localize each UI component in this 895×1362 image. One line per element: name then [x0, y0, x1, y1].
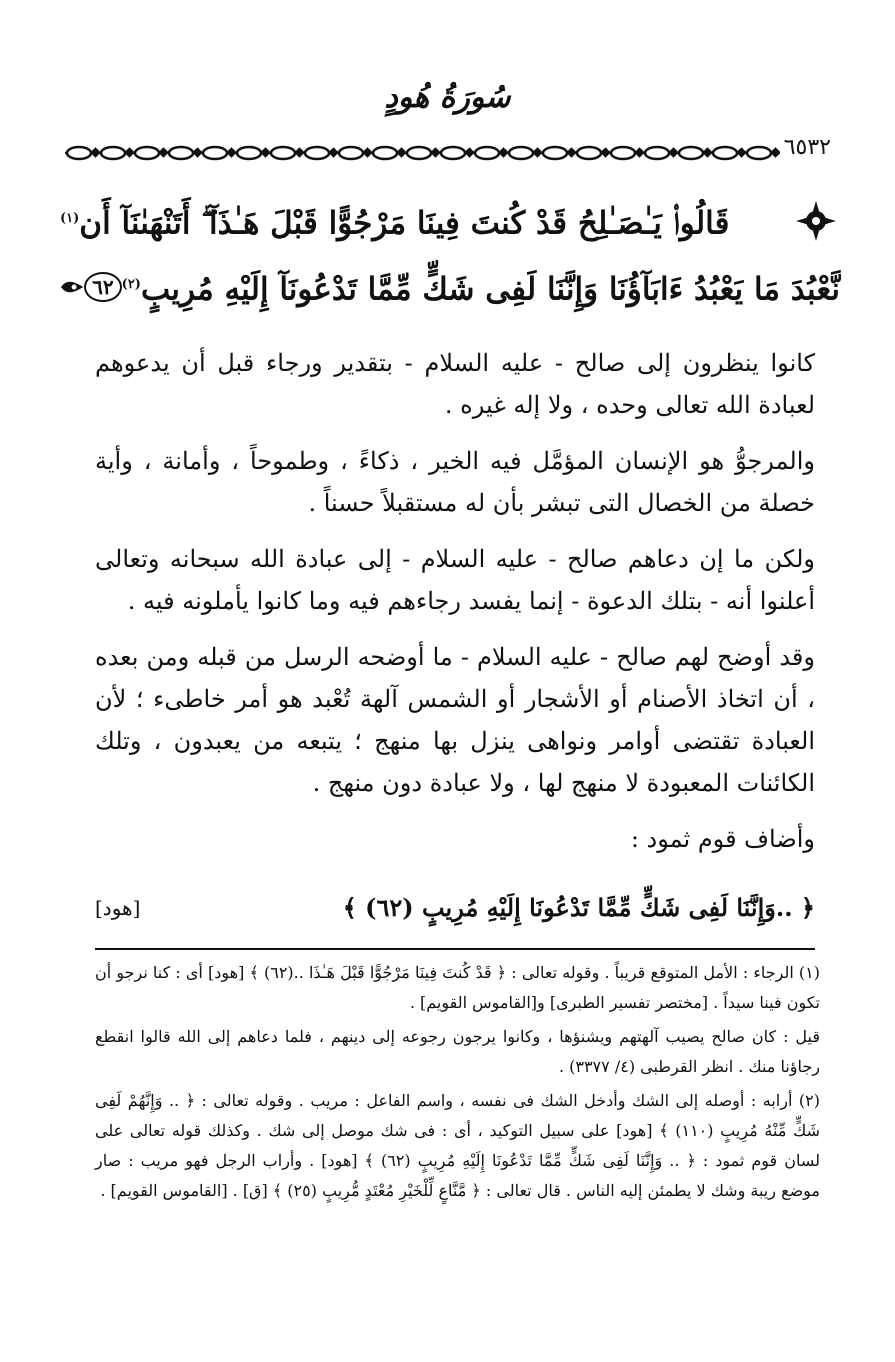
- border-diamond: [330, 149, 337, 156]
- footnote-marker-2: (٢): [121, 277, 141, 293]
- ornamental-header-border: [65, 138, 835, 168]
- border-link: [373, 147, 397, 159]
- quote-text: ﴿ ..وَإِنَّنَا لَفِى شَكٍّ مِّمَّا تَدْعُونَا إِلَيْهِ مُرِيبٍ (٦٢) ﴾: [342, 893, 815, 922]
- border-link: [441, 147, 465, 159]
- footnote-1: (١) الرجاء : الأمل المتوقع قريباً . وقوله تعالى : ﴿ قَدْ كُنتَ فِينَا مَرْجُوًّا قَبْلَ هَـٰذَا ..(٦٢) ﴾ [هود] أى : كنا نرجو أن تكون فينا سيداً . [مختصر تفسير الطبرى] و[القاموس القويم] .: [95, 963, 821, 1012]
- verse-line-1-text: [60, 188, 729, 254]
- border-diamond: [194, 149, 201, 156]
- border-diamond: [432, 149, 439, 156]
- paragraph-3: ولكن ما إن دعاهم صالح - عليه السلام - إلى عبادة الله سبحانه وتعالى أعلنوا أنه - بتلك الدعوة - إنما يفسد رجاءهم فيه وما كانوا يأملونه فيه .: [95, 545, 815, 615]
- border-link: [713, 147, 737, 159]
- border-link: [509, 147, 533, 159]
- verse-line-2: [60, 254, 840, 320]
- border-diamond: [738, 149, 745, 156]
- border-diamond: [568, 149, 575, 156]
- border-diamond: [466, 149, 473, 156]
- border-link: [271, 147, 295, 159]
- border-link: [135, 147, 159, 159]
- commentary-text: [95, 342, 815, 874]
- border-link: [679, 147, 703, 159]
- verse-quote: [95, 893, 815, 922]
- border-diamond: [772, 149, 779, 156]
- border-diamond: [228, 149, 235, 156]
- border-diamond: [398, 149, 405, 156]
- border-link: [339, 147, 363, 159]
- footnote-2: (٢) أرابه : أوصله إلى الشك وأدخل الشك فى نفسه ، واسم الفاعل : مريب . وقوله تعالى : ﴿ .. وَإِنَّهُمْ لَفِى شَكٍّ مِّنْهُ مُرِيبٍ (١١٠) ﴾ [هود] على سبيل التوكيد ، أى : فى شك موصل إلى شك . وكذلك قوله تعالى على لسان قوم ثمود : ﴿ .. وَإِنَّنَا لَفِى شَكٍّ مِّمَّا تَدْعُونَا إِلَيْهِ مُرِيبٍ (٦٢) ﴾ [هود] . وأراب الرجل فهو مريب : صار موضع ريبة وشك لا يطمئن إليه الناس . قال تعالى : ﴿ مَّنَّاعٍ لِّلْخَيْرِ مُعْتَدٍ مُّرِيبٍ (٢٥) ﴾ [ق] . [القاموس القويم] .: [95, 1091, 821, 1200]
- border-diamond: [296, 149, 303, 156]
- footnotes: [95, 958, 820, 1210]
- footnote-marker-1: (١): [60, 211, 80, 226]
- verse-text-2: نَّعْبُدَ مَا يَعْبُدُ ءَابَآؤُنَا وَإِنَّنَا لَفِى شَكٍّ مِّمَّا تَدْعُونَآ إِلَيْهِ مُرِيبٍ: [140, 271, 840, 308]
- footnote-1-continued: قيل : كان صالح يصيب آلهتهم ويشنؤها ، وكانوا يرجون رجوعه إلى دينهم ، فلما دعاهم إلى الله قالوا انقطع رجاؤنا منك . انظر القرطبى (٤/ ٣٣٧٧) .: [95, 1027, 820, 1076]
- border-diamond: [500, 149, 507, 156]
- verse-end-ornament-icon: [60, 263, 84, 311]
- border-link: [747, 147, 771, 159]
- border-link: [543, 147, 567, 159]
- footnote-divider: [95, 948, 815, 950]
- border-link: [577, 147, 601, 159]
- quran-verse: [60, 188, 840, 321]
- verse-start-ornament-icon: [792, 197, 840, 245]
- border-link: [611, 147, 635, 159]
- border-diamond: [364, 149, 371, 156]
- paragraph-4: وقد أوضح لهم صالح - عليه السلام - ما أوضحه الرسل من قبله ومن بعده ، أن اتخاذ الأصنام أو الأشجار أو الشمس آلهة تُعْبد هو أمر خاطىء ؛ لأن العبادة تقتضى أوامر ونواهى ينزل بها منهج ؛ يتبعه من يعبدون ، وتلك الكائنات المعبودة لا منهج لها ، ولا عبادة دون منهج .: [95, 643, 815, 797]
- page-number: ٦٥٣٢: [780, 135, 835, 160]
- verse-number: ٦٢: [84, 272, 121, 302]
- border-diamond: [534, 149, 541, 156]
- quote-reference: [هود]: [95, 895, 141, 920]
- border-diamond: [670, 149, 677, 156]
- border-link: [169, 147, 193, 159]
- border-link: [203, 147, 227, 159]
- border-diamond: [160, 149, 167, 156]
- border-link: [237, 147, 261, 159]
- border-diamond: [704, 149, 711, 156]
- border-diamond: [636, 149, 643, 156]
- border-link: [67, 147, 91, 159]
- border-diamond: [262, 149, 269, 156]
- paragraph-2: والمرجوُّ هو الإنسان المؤمَّل فيه الخير ، ذكاءً ، وطموحاً ، وأمانة ، وأية خصلة من الخصال التى تبشر بأن له مستقبلاً حسناً .: [95, 447, 815, 517]
- verse-line-1: [60, 188, 840, 254]
- border-diamond: [602, 149, 609, 156]
- border-link: [475, 147, 499, 159]
- verse-line-2-text: [122, 254, 840, 320]
- paragraph-5: وأضاف قوم ثمود :: [630, 825, 815, 853]
- sura-title: سُورَةُ هُودٍ: [384, 80, 511, 115]
- verse-text-1: قَالُوا۟ يَـٰصَـٰلِحُ قَدْ كُنتَ فِينَا مَرْجُوًّا قَبْلَ هَـٰذَآ ۖ أَتَنْهَىٰنَآ أَن: [79, 205, 730, 242]
- border-diamond: [92, 149, 99, 156]
- border-diamond: [126, 149, 133, 156]
- border-link: [305, 147, 329, 159]
- border-link: [101, 147, 125, 159]
- border-link: [645, 147, 669, 159]
- border-link: [407, 147, 431, 159]
- paragraph-1: كانوا ينظرون إلى صالح - عليه السلام - بتقدير ورجاء قبل أن يدعوهم لعبادة الله تعالى وحده ، ولا إله غيره .: [95, 349, 815, 419]
